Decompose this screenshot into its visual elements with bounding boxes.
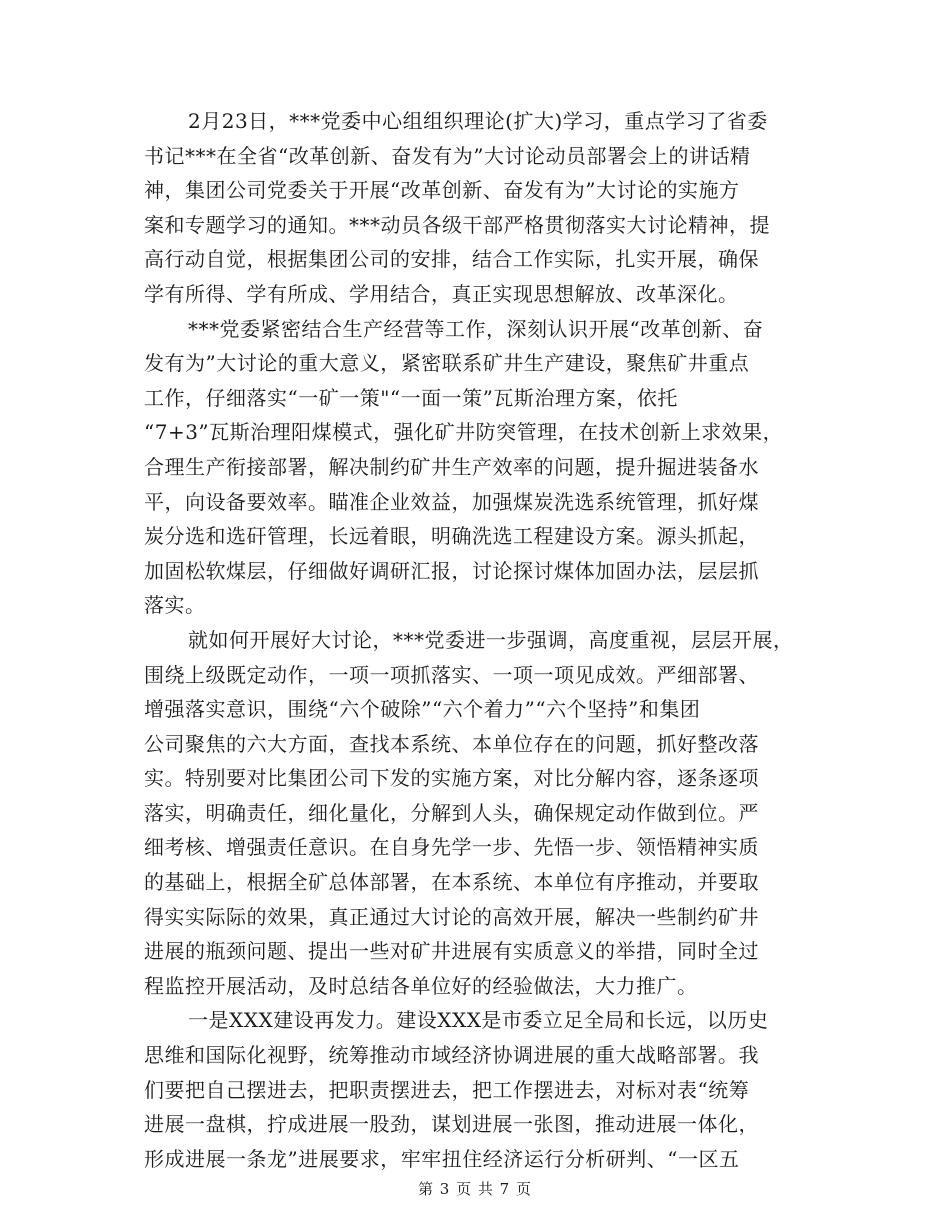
paragraph-1-line-6: 学有所得、学有所成、学用结合，真正实现思想解放、改革深化。 [144,281,739,306]
paragraph-1-line-4: 案和专题学习的通知。***动员各级干部严格贯彻落实大讨论精神，提 [144,212,770,237]
paragraph-1-line-2: 书记***在全省“改革创新、奋发有为”大讨论动员部署会上的讲话精 [144,143,751,168]
paragraph-4-line-5: 形成进展一条龙”进展要求，牢牢扭住经济运行分析研判、“一区五 [144,1146,740,1171]
paragraph-2-line-7: 炭分选和选矸管理，长远着眼，明确洗选工程建设方案。源头抓起， [144,524,759,549]
paragraph-2-line-9: 落实。 [144,593,206,618]
paragraph-1-line-3: 神，集团公司党委关于开展“改革创新、奋发有为”大讨论的实施方 [144,178,740,203]
paragraph-1-line-5: 高行动自觉，根据集团公司的安排，结合工作实际，扎实开展，确保 [144,247,759,272]
paragraph-3-line-6: 落实，明确责任，细化量化，分解到人头，确保规定动作做到位。严 [144,800,759,825]
paragraph-3-line-1: 就如何开展好大讨论，***党委进一步强调，高度重视，层层开展， [188,627,794,652]
paragraph-4-line-2: 思维和国际化视野，统筹推动市域经济协调进展的重大战略部署。我 [144,1043,759,1068]
paragraph-1-line-1: 2月23日，***党委中心组组织理论(扩大)学习，重点学习了省委 [188,109,768,133]
paragraph-3-line-10: 进展的瓶颈问题、提出一些对矿井进展有实质意义的举措，同时全过 [144,939,759,964]
paragraph-2-line-8: 加固松软煤层，仔细做好调研汇报，讨论探讨煤体加固办法，层层抓 [144,558,759,583]
paragraph-2-line-6: 平，向设备要效率。瞄准企业效益，加强煤炭洗选系统管理，抓好煤 [144,489,759,514]
paragraph-3-line-8: 的基础上，根据全矿总体部署，在本系统、本单位有序推动，并要取 [144,870,759,895]
paragraph-3-line-4: 公司聚焦的六大方面，查找本系统、本单位存在的问题，抓好整改落 [144,731,759,756]
paragraph-3-line-11: 程监控开展活动，及时总结各单位好的经验做法，大力推广。 [144,973,698,998]
paragraph-3-line-2: 围绕上级既定动作，一项一项抓落实、一项一项见成效。严细部署、 [144,662,759,687]
paragraph-3-line-7: 细考核、增强责任意识。在自身先学一步、先悟一步、领悟精神实质 [144,835,759,860]
paragraph-2-line-3: 工作，仔细落实“一矿一策"“一面一策”瓦斯治理方案，依托 [144,385,678,410]
paragraph-2-line-2: 发有为”大讨论的重大意义，紧密联系矿井生产建设，聚焦矿井重点 [144,351,750,376]
paragraph-4-line-1: 一是XXX建设再发力。建设XXX是市委立足全局和长远，以历史 [188,1008,769,1033]
paragraph-3-line-9: 得实实际际的效果，真正通过大讨论的高效开展，解决一些制约矿井 [144,904,759,929]
document-body [144,104,808,1176]
paragraph-2-line-5: 合理生产衔接部署，解决制约矿井生产效率的问题，提升掘进装备水 [144,454,759,479]
paragraph-2-line-4: “7+3”瓦斯治理阳煤模式，强化矿井防突管理，在技术创新上求效果， [144,420,784,445]
paragraph-4-line-4: 进展一盘棋，拧成进展一股劲，谋划进展一张图，推动进展一体化， [144,1112,759,1137]
paragraph-2-line-1: ***党委紧密结合生产经营等工作，深刻认识开展“改革创新、奋 [188,316,764,341]
page-number-footer: 第 3 页 共 7 页 [418,1180,532,1198]
paragraph-4-line-3: 们要把自己摆进去，把职责摆进去，把工作摆进去，对标对表“统筹 [144,1077,750,1102]
paragraph-3-line-5: 实。特别要对比集团公司下发的实施方案，对比分解内容，逐条逐项 [144,766,759,791]
paragraph-3-line-3: 增强落实意识，围绕“六个破除”“六个着力”“六个坚持”和集团 [144,697,701,722]
